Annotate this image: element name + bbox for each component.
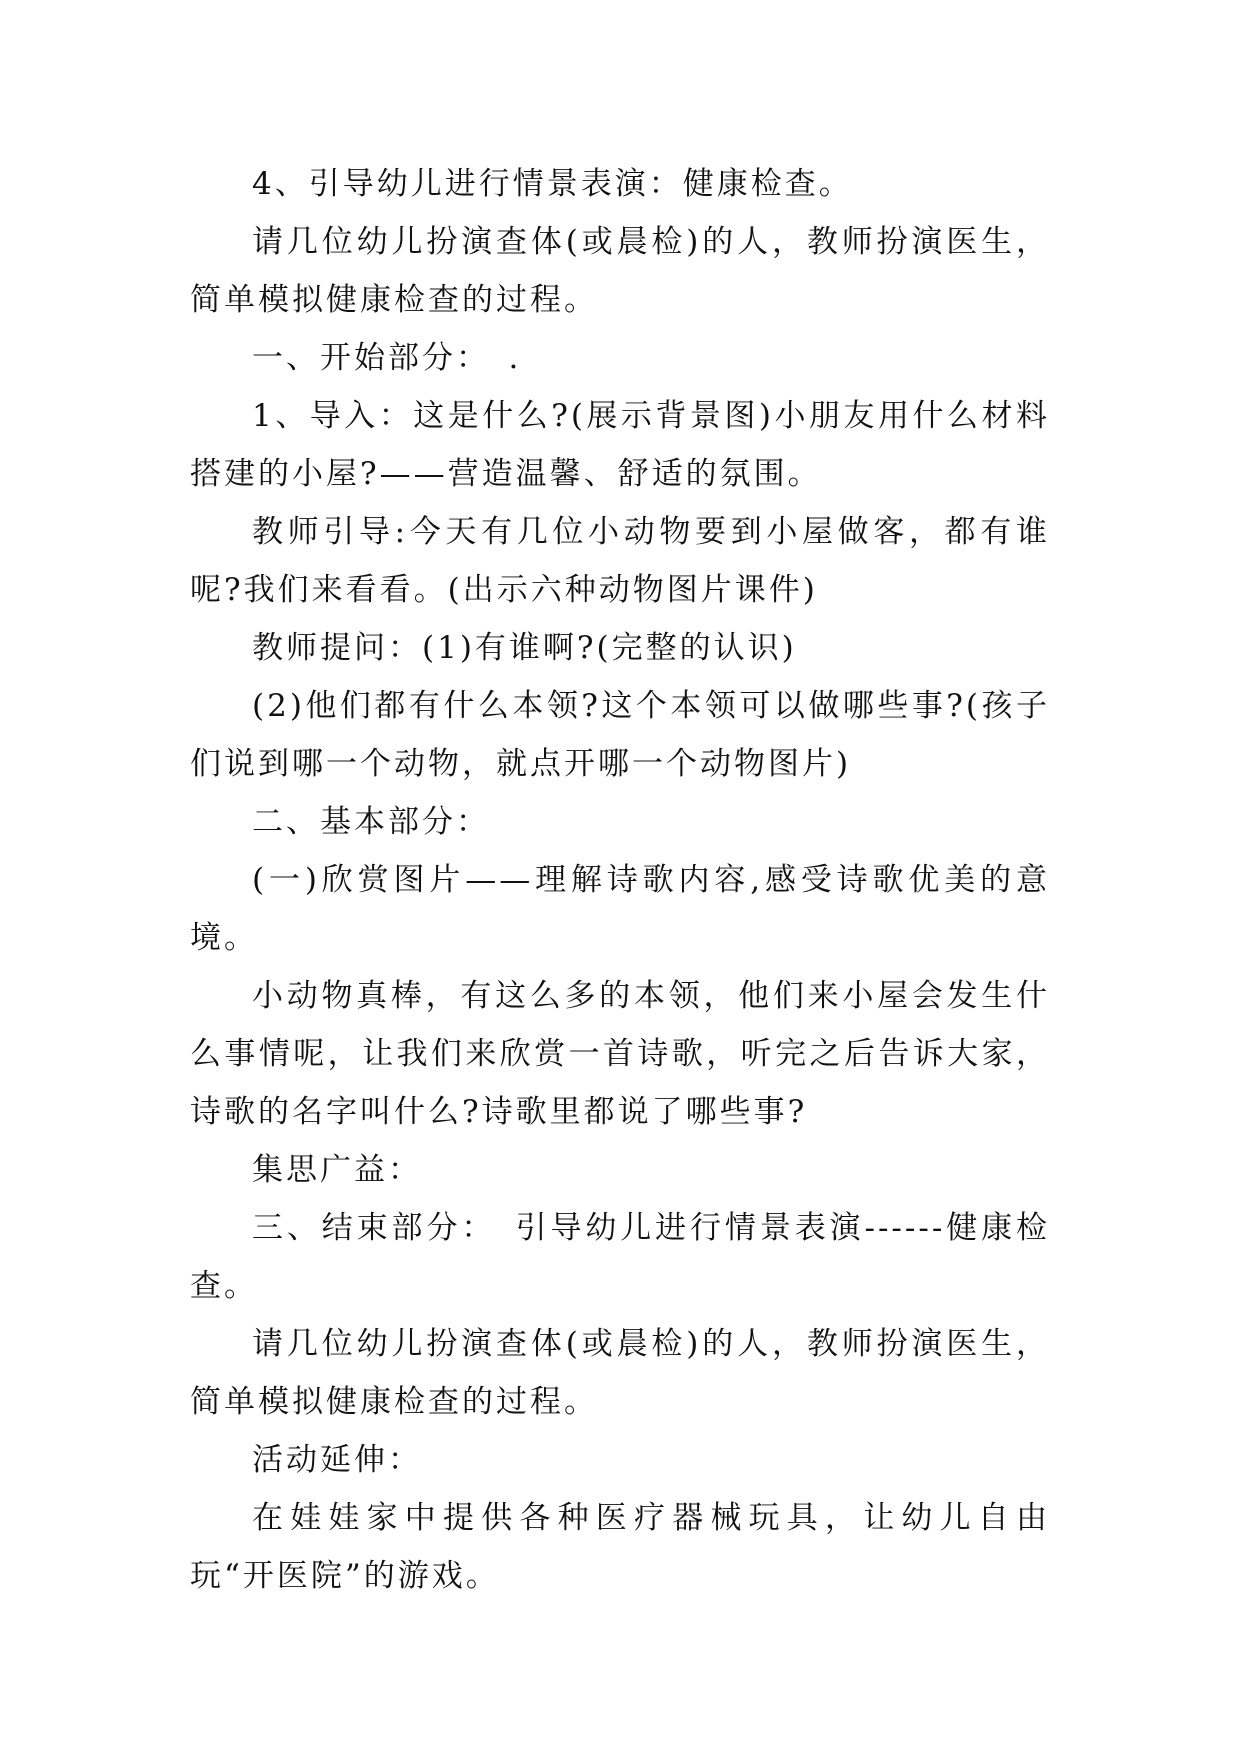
paragraph-teacher-question-2: (2)他们都有什么本领?这个本领可以做哪些事?(孩子们说到哪一个动物，就点开哪一个动物图片) (190, 688, 1050, 782)
paragraph-teacher-guidance: 教师引导:今天有几位小动物要到小屋做客，都有谁呢?我们来看看。(出示六种动物图片课件) (190, 514, 1050, 608)
section-heading-extension: 活动延伸： (252, 1442, 422, 1478)
paragraph-introduction: 1、导入：这是什么?(展示背景图)小朋友用什么材料搭建的小屋?——营造温馨、舒适的氛围。 (190, 398, 1050, 492)
paragraph-role-play-description: 请几位幼儿扮演查体(或晨检)的人，教师扮演医生，简单模拟健康检查的过程。 (190, 224, 1050, 318)
section-heading-basic: 二、基本部分： (252, 804, 490, 840)
paragraph-extension-activity: 在娃娃家中提供各种医疗器械玩具，让幼儿自由玩“开医院”的游戏。 (190, 1500, 1050, 1594)
paragraph-poem-intro: 小动物真棒，有这么多的本领，他们来小屋会发生什么事情呢，让我们来欣赏一首诗歌，听完之后告诉大家，诗歌的名字叫什么?诗歌里都说了哪些事? (190, 978, 1050, 1130)
section-heading-ending: 三、结束部分： 引导幼儿进行情景表演------健康检查。 (190, 1210, 1050, 1304)
paragraph-brainstorm: 集思广益： (252, 1152, 422, 1188)
paragraph-teacher-question-1: 教师提问：(1)有谁啊?(完整的认识) (252, 630, 797, 666)
document-body (190, 155, 1050, 1605)
paragraph-role-play-repeat: 请几位幼儿扮演查体(或晨检)的人，教师扮演医生，简单模拟健康检查的过程。 (190, 1326, 1050, 1420)
paragraph-step4-role-play: 4、引导幼儿进行情景表演：健康检查。 (252, 166, 853, 202)
subheading-appreciate-pictures: (一)欣赏图片——理解诗歌内容,感受诗歌优美的意境。 (190, 862, 1050, 956)
section-heading-opening: 一、开始部分： . (252, 340, 522, 376)
